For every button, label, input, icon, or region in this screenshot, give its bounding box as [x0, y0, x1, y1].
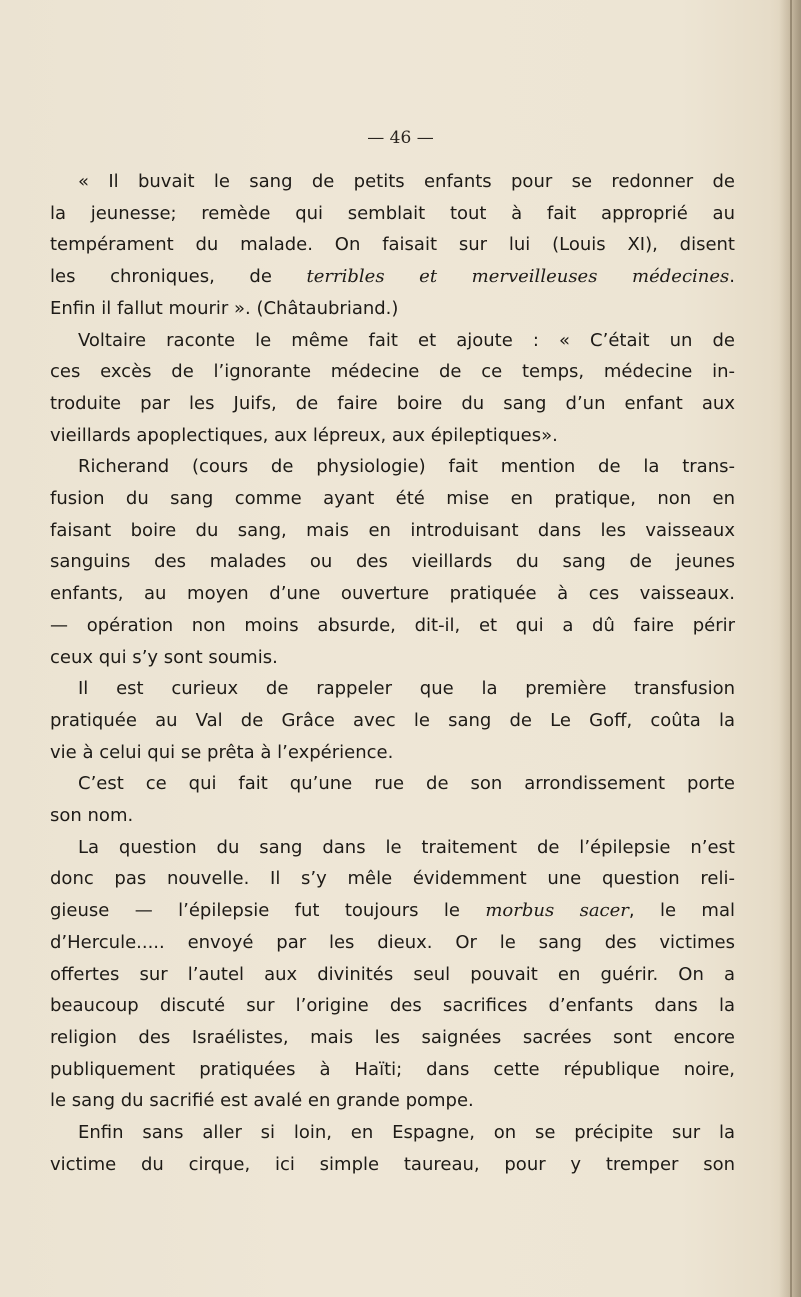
- text-line: — opération non moins absurde, dit-il, et qui a dû faire périr: [50, 614, 735, 636]
- text-line: donc pas nouvelle. Il s’y mêle évidemment une question reli-: [50, 868, 735, 890]
- text-line: ces excès de l’ignorante médecine de ce temps, médecine in-: [50, 361, 735, 383]
- text-line: victime du cirque, ici simple taureau, pour y tremper son: [50, 1153, 735, 1175]
- text-segment: .: [729, 266, 736, 288]
- text-line: fusion du sang comme ayant été mise en pratique, non en: [50, 488, 735, 510]
- text-line: religion des Israélistes, mais les saignées sacrées sont encore: [50, 1026, 735, 1048]
- page-edge-line: [790, 0, 792, 1297]
- text-line: offertes sur l’autel aux divinités seul pouvait en guérir. On a: [50, 963, 735, 985]
- text-line: tempérament du malade. On faisait sur lui (Louis XI), disent: [50, 234, 735, 256]
- text-line: sanguins des malades ou des vieillards du sang de jeunes: [50, 551, 735, 573]
- text-line: « Il buvait le sang de petits enfants pour se redonner de: [78, 171, 735, 192]
- text-line: C’est ce qui fait qu’une rue de son arrondissement porte: [78, 773, 735, 795]
- text-line: enfants, au moyen d’une ouverture pratiquée à ces vaisseaux.: [50, 583, 735, 605]
- text-line: ceux qui s’y sont soumis.: [50, 646, 278, 668]
- text-line: Richerand (cours de physiologie) fait mention de la trans-: [78, 456, 735, 478]
- text-line: d’Hercule..... envoyé par les dieux. Or le sang des victimes: [50, 931, 735, 953]
- text-line: Enfin il fallut mourir ». (Châtaubriand.): [50, 297, 399, 319]
- text-line: vieillards apoplectiques, aux lépreux, aux épileptiques».: [50, 424, 558, 446]
- text-line: [50, 261, 735, 293]
- body-text: [50, 166, 735, 1181]
- text-line: Il est curieux de rappeler que la première transfusion: [78, 678, 735, 700]
- italic-phrase: terribles et merveilleuses médecines: [306, 266, 730, 288]
- text-line: la jeunesse; remède qui semblait tout à fait approprié au: [50, 202, 735, 224]
- text-line: Enfin sans aller si loin, en Espagne, on se précipite sur la: [78, 1122, 735, 1144]
- text-segment: , le mal: [628, 900, 735, 922]
- page-number: — 46 —: [367, 128, 434, 148]
- text-line: [50, 895, 735, 927]
- text-line: beaucoup discuté sur l’origine des sacrifices d’enfants dans la: [50, 995, 735, 1017]
- text-line: faisant boire du sang, mais en introduisant dans les vaisseaux: [50, 519, 735, 541]
- text-line: publiquement pratiquées à Haïti; dans cette république noire,: [50, 1058, 735, 1080]
- text-line: Voltaire raconte le même fait et ajoute : « C’était un de: [78, 329, 735, 351]
- italic-phrase: morbus sacer: [485, 900, 629, 922]
- text-segment: les chroniques, de: [50, 266, 307, 288]
- text-line: pratiquée au Val de Grâce avec le sang de Le Goff, coûta la: [50, 709, 735, 731]
- text-line: La question du sang dans le traitement de l’épilepsie n’est: [78, 836, 735, 858]
- text-line: le sang du sacrifié est avalé en grande pompe.: [50, 1090, 474, 1112]
- text-line: vie à celui qui se prêta à l’expérience.: [50, 741, 394, 763]
- text-segment: gieuse — l’épilepsie fut toujours le: [50, 900, 486, 922]
- text-line: troduite par les Juifs, de faire boire du sang d’un enfant aux: [50, 392, 735, 414]
- text-line: son nom.: [50, 805, 134, 827]
